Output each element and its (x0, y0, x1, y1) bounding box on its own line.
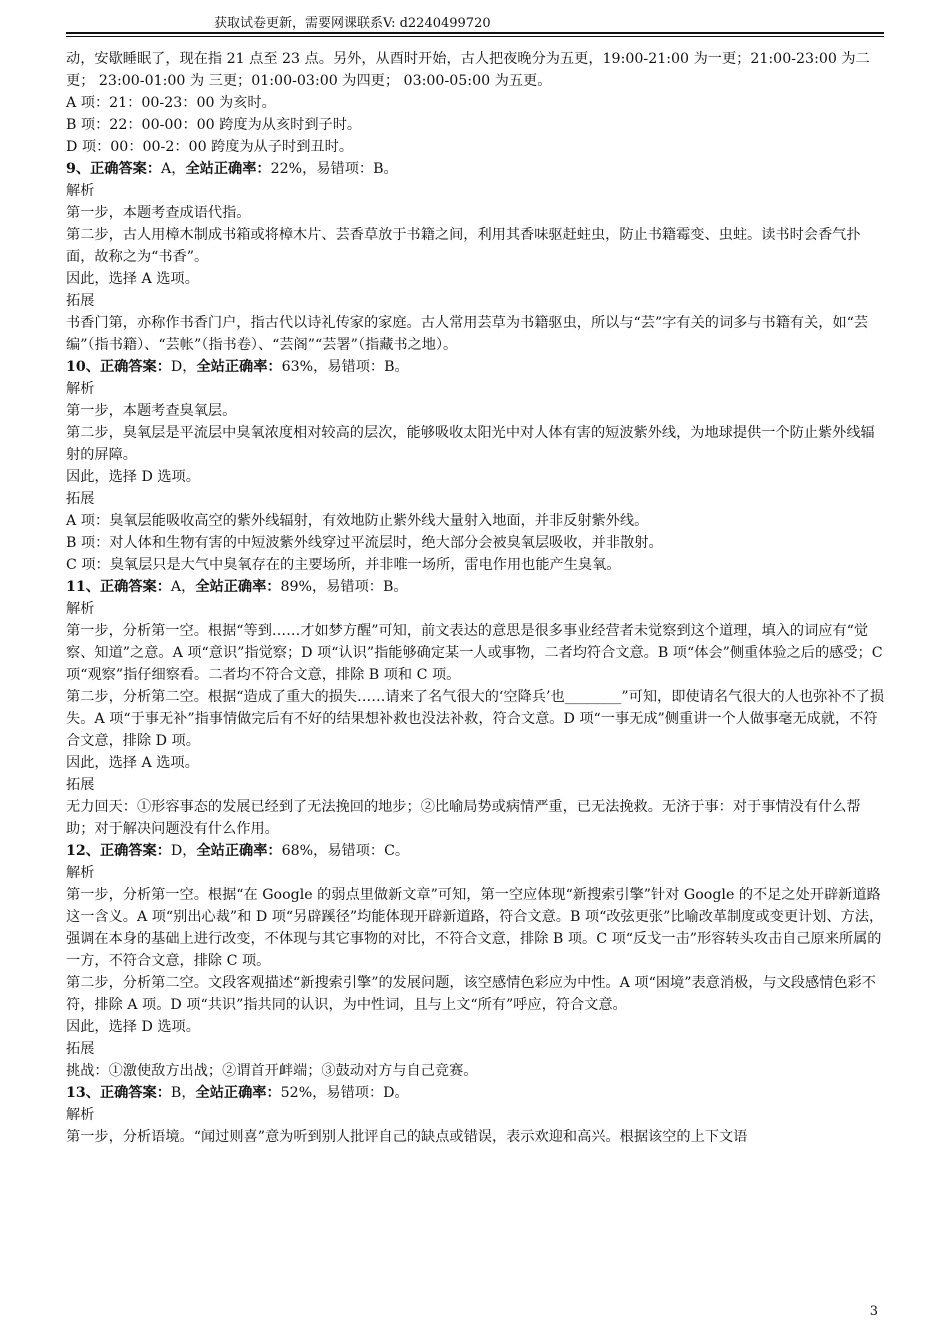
section-label: 拓展 (66, 293, 95, 309)
answer-bold: 正确答案： (99, 579, 171, 595)
section-label: 解析 (66, 601, 95, 617)
header-rule-thick (66, 32, 884, 34)
paragraph: 第一步，分析第一空。根据“等到……才如梦方醒”可知，前文表达的意思是很多事业经营者未觉察到这个道理，填入的词应有“觉察、知道”之意。A 项“意识”指觉察；D 项“认识”指能够确定某一人或事物，二者均符合文意。B 项“体会”侧重体验之后的感受；C 项“观察”指仔细察看。二者均不符合文意，排除 B 项和 C 项。 (66, 623, 883, 683)
section-label: 拓展 (66, 777, 95, 793)
section-label: 拓展 (66, 1041, 95, 1057)
answer-rest: 52%，易错项：D。 (280, 1085, 409, 1101)
paragraph: 第二步，分析第二空。根据“造成了重大的损失……请来了名气很大的‘空降兵’也________”可知，即使请名气很大的人也弥补不了损失。A 项“于事无补”指事情做完后有不好的结果想补救也没法补救，符合文意。D 项“一事无成”侧重讲一个人做事毫无成就，不符合文意，排除 D 项。 (66, 689, 885, 749)
answer-line (66, 576, 886, 598)
answer-rest: 68%，易错项：C。 (281, 843, 410, 859)
answer-rest: 22%，易错项：B。 (270, 161, 398, 177)
paragraph: 第一步，本题考查成语代指。 (66, 205, 251, 221)
paragraph: 因此，选择 A 选项。 (66, 755, 199, 771)
answer-line (66, 356, 886, 378)
paragraph: 第二步，古人用樟木制成书箱或将樟木片、芸香草放于书籍之间，利用其香味驱赶蛀虫，防止书籍霉变、虫蛀。读书时会香气扑面，故称之为“书香”。 (66, 227, 861, 265)
answer-mid: A， (170, 579, 196, 595)
header-rule-thin (66, 36, 884, 37)
section-label: 解析 (66, 1107, 95, 1123)
paragraph: 因此，选择 D 选项。 (66, 1019, 200, 1035)
answer-mid: D， (170, 359, 197, 375)
paragraph: 第一步，分析语境。“闻过则喜”意为听到别人批评自己的缺点或错误，表示欢迎和高兴。根据该空的上下文语 (66, 1129, 748, 1145)
answer-bold2: 全站正确率： (185, 161, 271, 177)
section-label: 解析 (66, 183, 95, 199)
paragraph: A 项：21：00-23：00 为亥时。 (66, 95, 276, 111)
paragraph: B 项：22：00-00：00 跨度为从亥时到子时。 (66, 117, 362, 133)
document-body (66, 48, 886, 1148)
paragraph: 第一步，分析第一空。根据“在 Google 的弱点里做新文章”可知，第一空应体现“新搜索引擎”针对 Google 的不足之处开辟新道路这一含义。A 项“别出心裁”和 D 项“另辟蹊径”均能体现开辟新道路，符合文意。B 项“改弦更张”比喻改革制度或变更计划、方法，强调在本身的基础上进行改变，不体现与其它事物的对比，不符合文意，排除 B 项。C 项“反戈一击”形容转头攻击自己原来所属的一方，不符合文意，排除 C 项。 (66, 887, 884, 969)
answer-bold2: 全站正确率： (196, 359, 282, 375)
paragraph: 动，安歇睡眠了，现在指 21 点至 23 点。另外，从酉时开始，古人把夜晚分为五更，19:00-21:00 为一更；21:00-23:00 为二更； 23:00-01:00 为 三更；01:00-03:00 为四更； 03:00-05:00 为五更。 (66, 51, 870, 89)
paragraph: B 项：对人体和生物有害的中短波紫外线穿过平流层时，绝大部分会被臭氧层吸收，并非散射。 (66, 535, 663, 551)
paragraph: 第二步，分析第二空。文段客观描述“新搜索引擎”的发展问题，该空感情色彩应为中性。A 项“困境”表意消极，与文段感情色彩不符，排除 A 项。D 项“共识”指共同的认识，为中性词，且与上文“所有”呼应，符合文意。 (66, 975, 876, 1013)
section-label: 解析 (66, 865, 95, 881)
answer-num: 13、 (66, 1085, 100, 1101)
page-number: 3 (869, 1304, 878, 1319)
paragraph: D 项：00：00-2：00 跨度为从子时到丑时。 (66, 139, 354, 155)
answer-line (66, 1082, 886, 1104)
answer-bold: 正确答案： (99, 843, 171, 859)
page-header (0, 8, 950, 34)
answer-bold2: 全站正确率： (196, 843, 282, 859)
answer-mid: A， (161, 161, 186, 177)
answer-bold2: 全站正确率： (195, 579, 281, 595)
paragraph: 书香门第，亦称作书香门户，指古代以诗礼传家的家庭。古人常用芸草为书籍驱虫，所以与“芸”字有关的词多与书籍有关，如“芸编”（指书籍）、“芸帐”（指书卷）、“芸阁”“芸署”（指藏书之地）。 (66, 315, 869, 353)
answer-mid: B， (170, 1085, 196, 1101)
header-text: 获取试卷更新，需要网课联系V: d2240499720 (214, 16, 491, 31)
answer-bold: 正确答案： (90, 161, 162, 177)
paragraph: 第一步，本题考查臭氧层。 (66, 403, 237, 419)
answer-bold: 正确答案： (99, 1085, 171, 1101)
answer-bold: 正确答案： (99, 359, 171, 375)
paragraph: C 项：臭氧层只是大气中臭氧存在的主要场所，并非唯一场所，雷电作用也能产生臭氧。 (66, 557, 621, 573)
section-label: 解析 (66, 381, 95, 397)
answer-rest: 89%，易错项：B。 (280, 579, 408, 595)
answer-num: 10、 (66, 359, 100, 375)
answer-bold2: 全站正确率： (195, 1085, 281, 1101)
paragraph: 因此，选择 A 选项。 (66, 271, 199, 287)
paragraph: 因此，选择 D 选项。 (66, 469, 200, 485)
answer-rest: 63%，易错项：B。 (281, 359, 409, 375)
answer-num: 11、 (66, 579, 100, 595)
paragraph: 第二步，臭氧层是平流层中臭氧浓度相对较高的层次，能够吸收太阳光中对人体有害的短波紫外线，为地球提供一个防止紫外线辐射的屏障。 (66, 425, 875, 463)
answer-line (66, 840, 886, 862)
answer-num: 9、 (66, 161, 91, 177)
paragraph: 挑战：①激使敌方出战；②谓首开衅端；③鼓动对方与自己竞赛。 (66, 1063, 478, 1079)
paragraph: 无力回天：①形容事态的发展已经到了无法挽回的地步；②比喻局势或病情严重，已无法挽救。无济于事：对于事情没有什么帮助；对于解决问题没有什么作用。 (66, 799, 861, 837)
answer-mid: D， (170, 843, 197, 859)
answer-line (66, 158, 886, 180)
section-label: 拓展 (66, 491, 95, 507)
answer-num: 12、 (66, 843, 100, 859)
paragraph: A 项：臭氧层能吸收高空的紫外线辐射，有效地防止紫外线大量射入地面，并非反射紫外线。 (66, 513, 649, 529)
